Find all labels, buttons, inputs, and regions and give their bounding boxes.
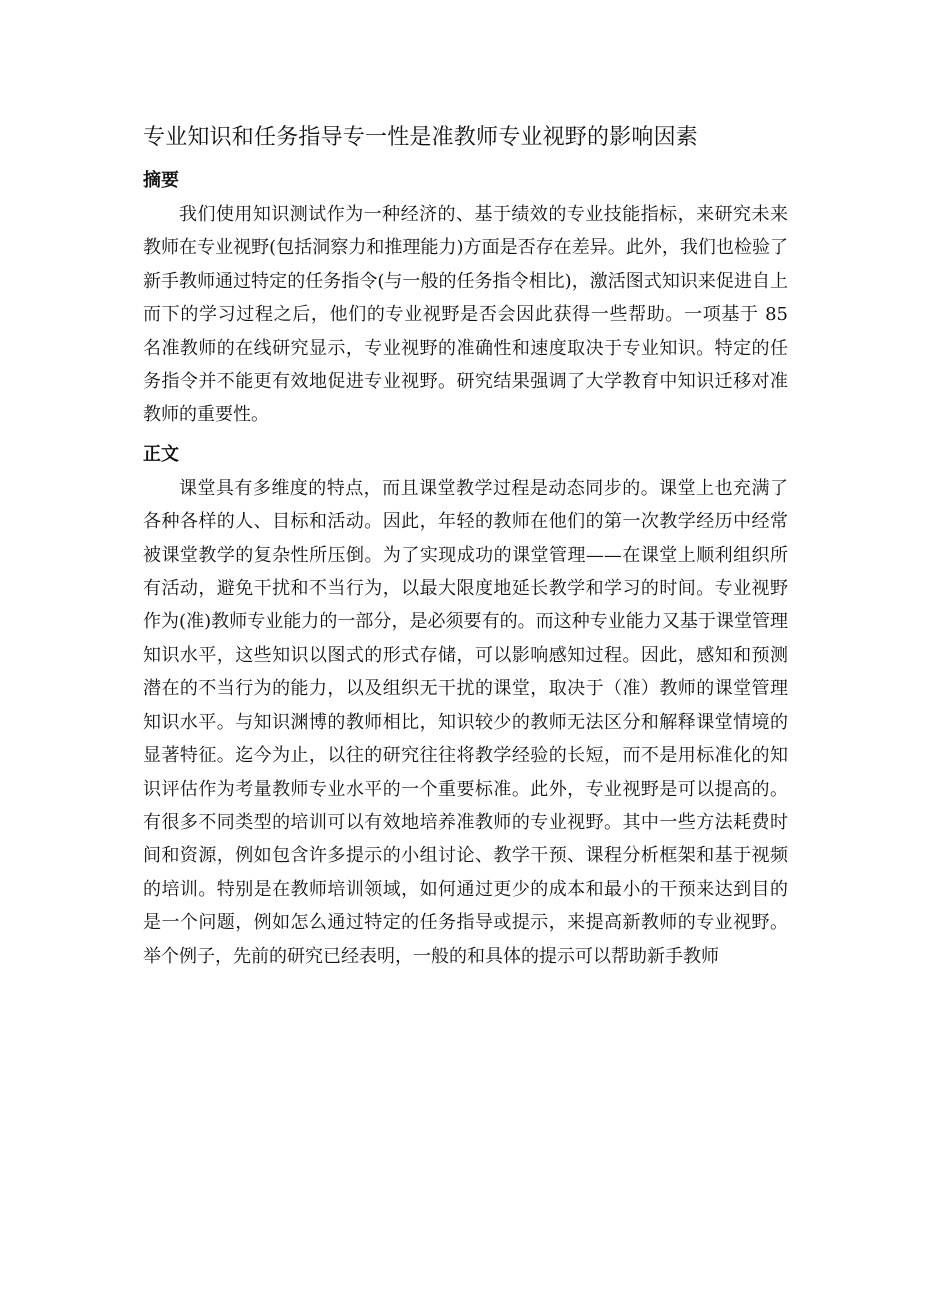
document-page: [143, 118, 788, 973]
body-heading: 正文: [143, 443, 179, 465]
document-title: 专业知识和任务指导专一性是准教师专业视野的影响因素: [143, 125, 699, 150]
body-paragraph: 课堂具有多维度的特点，而且课堂教学过程是动态同步的。课堂上也充满了各种各样的人、目标和活动。因此，年轻的教师在他们的第一次教学经历中经常被课堂教学的复杂性所压倒。为了实现成功的课堂管理——在课堂上顺利组织所有活动，避免干扰和不当行为，以最大限度地延长教学和学习的时间。专业视野作为(准)教师专业能力的一部分，是必须要有的。而这种专业能力又基于课堂管理知识水平，这些知识以图式的形式存储，可以影响感知过程。因此，感知和预测潜在的不当行为的能力，以及组织无干扰的课堂，取决于（准）教师的课堂管理知识水平。与知识渊博的教师相比，知识较少的教师无法区分和解释课堂情境的显著特征。迄今为止，以往的研究往往将教学经验的长短，而不是用标准化的知识评估作为考量教师专业水平的一个重要标准。此外，专业视野是可以提高的。有很多不同类型的培训可以有效地培养准教师的专业视野。其中一些方法耗费时间和资源，例如包含许多提示的小组讨论、教学干预、课程分析框架和基于视频的培训。特别是在教师培训领域，如何通过更少的成本和最小的干预来达到目的是一个问题，例如怎么通过特定的任务指导或提示，来提高新教师的专业视野。举个例子，先前的研究已经表明，一般的和具体的提示可以帮助新手教师: [143, 477, 788, 967]
abstract-heading: 摘要: [143, 170, 179, 191]
abstract-paragraph: 我们使用知识测试作为一种经济的、基于绩效的专业技能指标，来研究未来教师在专业视野(包括洞察力和推理能力)方面是否存在差异。此外，我们也检验了新手教师通过特定的任务指令(与一般的任务指令相比)，激活图式知识来促进自上而下的学习过程之后，他们的专业视野是否会因此获得一些帮助。一项基于 85 名准教师的在线研究显示，专业视野的准确性和速度取决于专业知识。特定的任务指令并不能更有效地促进专业视野。研究结果强调了大学教育中知识迁移对准教师的重要性。: [143, 204, 788, 426]
